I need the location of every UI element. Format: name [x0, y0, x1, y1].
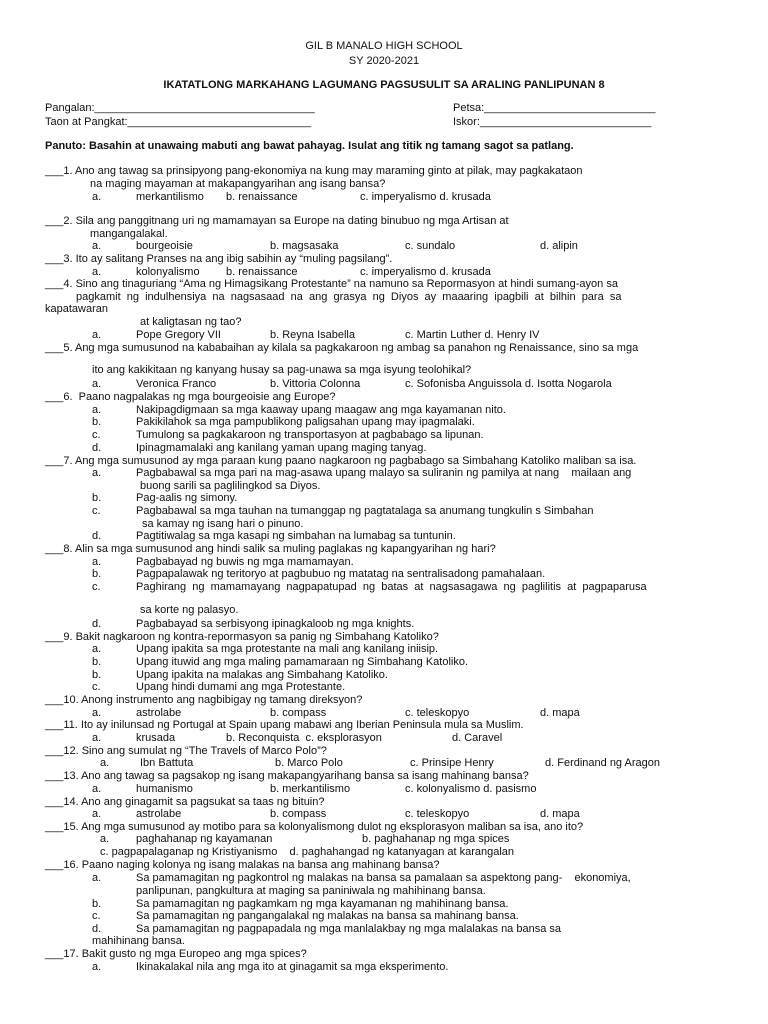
choice-letter: a. [92, 732, 102, 744]
choice: Pagbabawal sa mga pari na mag-asawa upang malayo sa suliranin ng pamilya at nang mailaan ang [136, 467, 632, 479]
choice-letter: a. [92, 707, 102, 719]
choice: b. compass [270, 707, 327, 719]
choice: Nakipagdigmaan sa mga kaaway upang maagaw ang mga kayamanan nito. [136, 404, 506, 416]
choice: Upang hindi dumami ang mga Protestante. [136, 681, 346, 693]
choice: b. Vittoria Colonna [270, 378, 361, 390]
choice: b. paghahanap ng mga spices [362, 833, 510, 845]
choice: c. imperyalismo d. krusada [360, 266, 491, 278]
choice: Ikinakalakal nila ang mga ito at ginagamit sa mga eksperimento. [136, 961, 449, 973]
choice: c. imperyalismo d. krusada [360, 191, 491, 203]
question-8: ___8. Alin sa mga sumusunod ang hindi salik sa muling paglakas ng kapangyarihan ng hari? [45, 543, 496, 555]
choice-letter: a. [100, 757, 110, 769]
choice: d. mapa [540, 707, 580, 719]
choice: Veronica Franco [136, 378, 217, 390]
choice: Upang ituwid ang mga maling pamamaraan ng Simbahang Katoliko. [136, 656, 469, 668]
choice: Tumulong sa pagkakaroon ng transportasyon at pagbabago sa lipunan. [136, 429, 484, 441]
question-2-cont: mangangalakal. [90, 228, 168, 240]
iskor-field[interactable]: Iskor:____________________________ [453, 116, 652, 128]
choice: merkantilismo [136, 191, 204, 203]
choice-letter: d. [92, 923, 102, 935]
question-12: ___12. Sino ang sumulat ng “The Travels of Marco Polo”? [45, 745, 327, 757]
choice-letter: d. [92, 618, 102, 630]
choice: c. Martin Luther d. Henry IV [405, 329, 540, 341]
school-year: SY 2020-2021 [348, 55, 420, 67]
choice: Pagpapalawak ng teritoryo at pagbubuo ng matatag na sentralisadong pamahalaan. [136, 568, 546, 580]
choice-letter: a. [92, 872, 102, 884]
question-14: ___14. Ano ang ginagamit sa pagsukat sa taas ng bituin? [45, 796, 325, 808]
question-4-cont: kapatawaran [45, 303, 108, 315]
choice: paghahanap ng kayamanan [136, 833, 273, 845]
choice: astrolabe [136, 808, 182, 820]
choice: krusada [136, 732, 176, 744]
choice-letter: a. [92, 808, 102, 820]
choice-letter: a. [92, 467, 102, 479]
question-10: ___10. Anong instrumento ang nagbibigay ng tamang direksyon? [45, 694, 363, 706]
choice: c. Sofonisba Anguissola d. Isotta Nogarola [405, 378, 612, 390]
choice-letter: b. [92, 568, 102, 580]
choice-cont: panlipunan, pangkultura at maging sa paniniwala ng mahihinang bansa. [136, 885, 486, 897]
choice: c. teleskopyo [405, 808, 470, 820]
choice-letter: a. [92, 783, 102, 795]
choice-letter: a. [92, 961, 102, 973]
question-15: ___15. Ang mga sumusunod ay motibo para sa kolonyalismong dulot ng eksplorasyon maliban sa isa, ano ito? [45, 821, 584, 833]
choice: Pagbabayad sa serbisyong ipinagkaloob ng mga knights. [136, 618, 415, 630]
choice: Sa pamamagitan ng pagpapadala ng mga manlalakbay ng mga malalakas na bansa sa [136, 923, 562, 935]
choice: b. Reyna Isabella [270, 329, 355, 341]
choice-letter: d. [92, 530, 102, 542]
choice-cont: sa korte ng palasyo. [140, 604, 239, 616]
choice: humanismo [136, 783, 193, 795]
choice-letter: b. [92, 416, 102, 428]
choice: d. alipin [540, 240, 578, 252]
question-2: ___2. Sila ang panggitnang uri ng mamamayan sa Europe na dating binubuo ng mga Artisan at [45, 215, 509, 227]
choice-cont: mahihinang bansa. [92, 935, 185, 947]
panuto: Panuto: Basahin at unawaing mabuti ang bawat pahayag. Isulat ang titik ng tamang sagot sa patlang. [45, 140, 574, 152]
question-5: ___5. Ang mga sumusunod na kababaihan ay kilala sa pagkakaroon ng ambag sa panahon ng Renaissance, sino sa mga [45, 342, 639, 354]
choice: Pope Gregory VII [136, 329, 221, 341]
question-1-cont: na maging mayaman at makapangyarihan ang isang bansa? [90, 178, 386, 190]
choice: b. renaissance [226, 266, 298, 278]
choice: c. pagpapalaganap ng Kristiyanismo d. paghahangad ng katanyagan at karangalan [100, 846, 515, 858]
choice: c. Prinsipe Henry [410, 757, 494, 769]
question-5-cont: ito ang kakikitaan ng kanyang husay sa pag-unawa sa mga isyung teolohikal? [92, 364, 472, 376]
choice-letter: a. [92, 556, 102, 568]
exam-title: IKATATLONG MARKAHANG LAGUMANG PAGSUSULIT SA ARALING PANLIPUNAN 8 [163, 79, 605, 91]
question-11: ___11. Ito ay inilunsad ng Portugal at Spain upang mabawi ang Iberian Peninsula mula sa Muslim. [45, 719, 524, 731]
pangalan-field[interactable]: Pangalan:____________________________________ [45, 102, 315, 114]
choice-letter: c. [92, 910, 101, 922]
petsa-field[interactable]: Petsa:____________________________ [453, 102, 656, 114]
choice-letter: a. [92, 643, 102, 655]
choice: Pakikilahok sa mga pampublikong paligsahan upang may ipagmalaki. [136, 416, 475, 428]
choice-letter: a. [100, 833, 110, 845]
choice-letter: c. [92, 429, 101, 441]
choice-letter: b. [92, 492, 102, 504]
choice: d. Caravel [452, 732, 503, 744]
choice: Pag-aalis ng simony. [136, 492, 238, 504]
choice-cont: sa kamay ng isang hari o pinuno. [142, 518, 304, 530]
choice: bourgeoisie [136, 240, 193, 252]
choice-letter: a. [92, 266, 102, 278]
question-6: ___6. Paano nagpalakas ng mga bourgeoisie ang Europe? [45, 391, 336, 403]
choice-cont: buong sarili sa paglilingkod sa Diyos. [140, 480, 321, 492]
choice-letter: b. [92, 898, 102, 910]
choice: d. Ferdinand ng Aragon [545, 757, 660, 769]
choice-letter: c. [92, 505, 101, 517]
choice: Upang ipakita na malakas ang Simbahang Katoliko. [136, 669, 388, 681]
choice: astrolabe [136, 707, 182, 719]
choice: b. Reconquista c. eksplorasyon [226, 732, 382, 744]
question-4-cont: pagkamit ng indulhensiya na nagsasaad na ang grasya ng Diyos ay maaaring ipagbili at bilhin para sa [76, 291, 622, 303]
choice-letter: a. [92, 329, 102, 341]
choice-letter: a. [92, 240, 102, 252]
choice: Upang ipakita sa mga protestante na mali ang kanilang iniisip. [136, 643, 439, 655]
choice: b. magsasaka [270, 240, 339, 252]
choice: Sa pamamagitan ng pagkamkam ng mga kayamanan ng mahihinang bansa. [136, 898, 509, 910]
choice: d. mapa [540, 808, 580, 820]
choice-letter: a. [92, 378, 102, 390]
question-16: ___16. Paano naging kolonya ng isang malakas na bansa ang mahinang bansa? [45, 859, 440, 871]
question-9: ___9. Bakit nagkaroon ng kontra-repormasyon sa panig ng Simbahang Katoliko? [45, 631, 439, 643]
choice-letter: c. [92, 581, 101, 593]
question-3: ___3. Ito ay salitang Pranses na ang ibig sabihin ay “muling pagsilang”. [45, 253, 393, 265]
choice: b. compass [270, 808, 327, 820]
choice: kolonyalismo [136, 266, 200, 278]
choice: c. sundalo [405, 240, 456, 252]
choice: Pagbabayad ng buwis ng mga mamamayan. [136, 556, 354, 568]
choice-letter: a. [92, 191, 102, 203]
choice: c. kolonyalismo d. pasismo [405, 783, 537, 795]
choice: Ibn Battuta [140, 757, 194, 769]
choice: Sa pamamagitan ng pangangalakal ng malakas na bansa sa mahinang bansa. [136, 910, 519, 922]
question-4-cont: at kaligtasan ng tao? [140, 316, 242, 328]
question-1: ___1. Ano ang tawag sa prinsipyong pang-ekonomiya na kung may maraming ginto at pilak, may pagkakataon [45, 165, 583, 177]
taon-pangkat-field[interactable]: Taon at Pangkat:______________________________ [45, 116, 312, 128]
choice: b. merkantilismo [270, 783, 351, 795]
choice: Pagbabawal sa mga tauhan na tumanggap ng pagtatalaga sa anumang tungkulin s Simbahan [136, 505, 594, 517]
choice: b. Marco Polo [275, 757, 343, 769]
question-4: ___4. Sino ang tinaguriang “Ama ng Himagsikang Protestante” na namuno sa Repormasyon at hindi sumang-ayon sa [45, 278, 618, 290]
choice-letter: d. [92, 442, 102, 454]
choice: Paghirang ng mamamayang nagpapatupad ng batas at nagsasagawa ng paglilitis at pagpaparusa [136, 581, 647, 593]
choice: b. renaissance [226, 191, 298, 203]
question-13: ___13. Ano ang tawag sa pagsakop ng isang makapangyarihang bansa sa isang mahinang bansa? [45, 770, 529, 782]
choice-letter: b. [92, 669, 102, 681]
question-7: ___7. Ang mga sumusunod ay mga paraan kung paano nagkaroon ng pagbabago sa Simbahang Katoliko maliban sa isa. [45, 455, 637, 467]
choice: Sa pamamagitan ng pagkontrol ng malakas na bansa sa pamalaan sa aspektong pang- ekonomiya, [136, 872, 631, 884]
question-17: ___17. Bakit gusto ng mga Europeo ang mga spices? [45, 948, 307, 960]
choice: c. teleskopyo [405, 707, 470, 719]
choice: Pagtitiwalag sa mga kasapi ng simbahan na lumabag sa tuntunin. [136, 530, 456, 542]
choice-letter: b. [92, 656, 102, 668]
school-name: GIL B MANALO HIGH SCHOOL [305, 40, 463, 52]
choice-letter: a. [92, 404, 102, 416]
choice: Ipinagmamalaki ang kanilang yaman upang maging tanyag. [136, 442, 427, 454]
choice-letter: c. [92, 681, 101, 693]
